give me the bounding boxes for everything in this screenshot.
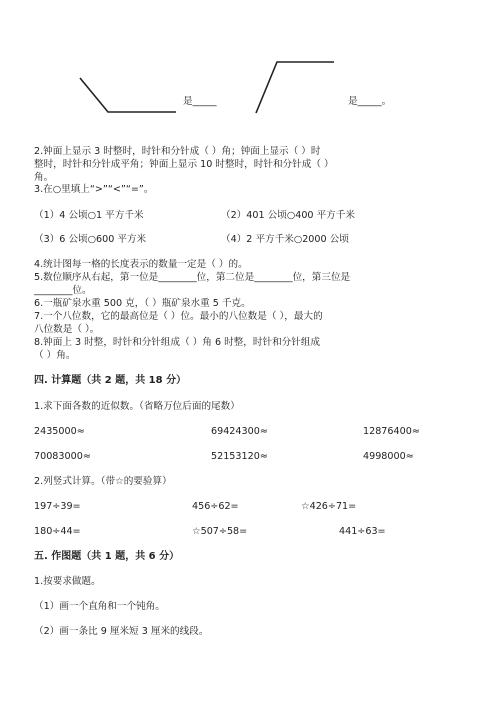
approx-cell: 12876400≈ — [363, 426, 420, 437]
approx-cell: 4998000≈ — [363, 451, 414, 462]
section5-item2: （2）画一条比 9 厘米短 3 厘米的线段。 — [34, 626, 209, 637]
division-cell: ☆426÷71= — [301, 501, 357, 512]
approx-cell: 70083000≈ — [34, 451, 91, 462]
q3-item3: （3）6 公顷○600 平方米 — [34, 234, 147, 245]
section5-heading: 五. 作图题（共 1 题，共 6 分） — [34, 551, 180, 562]
q6-text: 6.一瓶矿泉水重 500 克，（ ）瓶矿泉水重 5 千克。 — [34, 298, 251, 309]
q7-line1: 7.一个八位数，它的最高位是（ ）位。最小的八位数是（ ），最大的 — [34, 311, 323, 322]
obtuse-angle-figure-2 — [256, 62, 334, 113]
section5-item1: （1）画一个直角和一个钝角。 — [34, 601, 165, 612]
q2-line1: 2.钟面上显示 3 时整时，时针和分针成（ ）角；钟面上显示（ ）时 — [34, 146, 321, 157]
division-cell: 441÷63= — [339, 526, 386, 537]
q2-line2: 整时，时针和分针成平角；钟面上显示 10 时整时，时针和分针成（ ） — [34, 159, 334, 170]
approx-cell: 2435000≈ — [34, 426, 85, 437]
obtuse-angle-figure — [80, 78, 176, 112]
q3-title: 3.在○里填上“>”“<”“=”。 — [34, 184, 154, 195]
q5-line2: ________位。 — [34, 285, 92, 296]
q3-item2: （2）401 公顷○400 平方千米 — [221, 210, 355, 221]
q8-line2: （ ）角。 — [34, 350, 76, 361]
q7-line2: 八位数是（ ）。 — [34, 324, 100, 335]
approx-cell: 69424300≈ — [211, 426, 268, 437]
q8-line1: 8.钟面上 3 时整，时针和分针组成（ ）角 6 时整，时针和分针组成 — [34, 337, 321, 348]
section4-q2-title: 2.列竖式计算。（带☆的要验算） — [34, 476, 172, 487]
division-cell: 197÷39= — [34, 501, 81, 512]
q2-line3: 角。 — [34, 172, 54, 183]
section4-heading: 四. 计算题（共 2 题，共 18 分） — [34, 375, 187, 386]
q3-item4: （4）2 平方千米○2000 公顷 — [221, 234, 349, 245]
approx-cell: 52153120≈ — [211, 451, 268, 462]
q3-item1: （1）4 公顷○1 平方千米 — [34, 210, 144, 221]
q5-line1: 5.数位顺序从右起，第一位是________位，第二位是________位，第三位是 — [34, 272, 351, 283]
division-cell: 456÷62= — [192, 501, 239, 512]
angle2-answer: 是_____。 — [348, 96, 392, 107]
q4-text: 4.统计图每一格的长度表示的数量一定是（ ）的。 — [34, 259, 248, 270]
division-cell: 180÷44= — [34, 526, 81, 537]
division-cell: ☆507÷58= — [192, 526, 248, 537]
angle-figures — [0, 0, 500, 120]
angle1-answer: 是_____ — [183, 96, 217, 107]
section4-q1-title: 1.求下面各数的近似数。（省略万位后面的尾数） — [34, 401, 240, 412]
section5-q1-title: 1.按要求做题。 — [34, 576, 101, 587]
